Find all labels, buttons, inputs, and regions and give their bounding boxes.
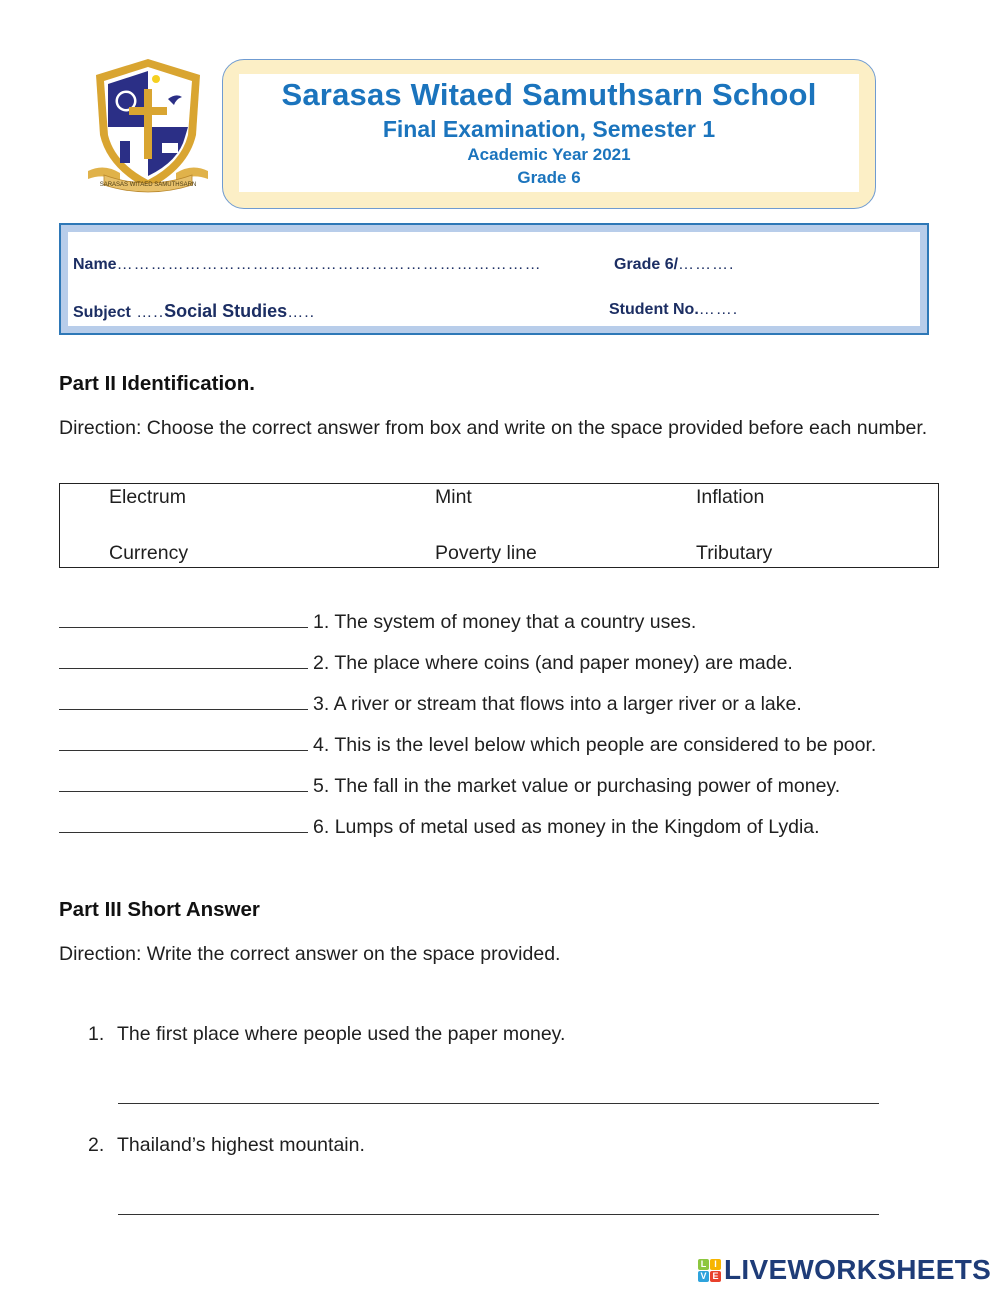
identification-question: 3. A river or stream that flows into a larger river or a lake. [59,692,802,716]
school-name: Sarasas Witaed Samuthsarn School [281,77,817,112]
short-answer-line[interactable] [118,1201,879,1215]
name-dots: ………………………………………………………………… [116,256,542,273]
word-bank-item: Poverty line [435,542,537,564]
class-field[interactable] [614,256,734,274]
live-tiles-icon: L I V E [698,1259,721,1282]
word-bank-box [59,483,939,568]
word-bank-item: Electrum [109,486,186,508]
identification-question: 1. The system of money that a country uses. [59,610,696,634]
answer-blank[interactable] [59,815,308,833]
academic-year: Academic Year 2021 [467,145,631,164]
school-crest-logo [84,57,212,197]
identification-question: 5. The fall in the market value or purchasing power of money. [59,774,840,798]
subject-field: Subject …..Social Studies….. [73,301,316,321]
student-no-dots: ……. [698,301,739,318]
name-label: Name [73,256,117,273]
subject-label: Subject [73,304,131,321]
word-bank-item: Tributary [696,542,773,564]
word-bank-item: Currency [109,542,189,564]
answer-blank[interactable] [59,733,308,751]
part2-direction: Direction: Choose the correct answer from box and write on the space provided before each number. [59,417,928,439]
answer-blank[interactable] [59,774,308,792]
liveworksheets-logo [698,1254,991,1286]
grade-label: Grade 6/ [614,256,679,273]
short-answer-question: 2. Thailand’s highest mountain. [88,1134,365,1156]
word-bank-item: Mint [435,486,472,508]
identification-question: 2. The place where coins (and paper money) are made. [59,651,793,675]
identification-question: 6. Lumps of metal used as money in the Kingdom of Lydia. [59,815,820,839]
word-bank-item: Inflation [696,486,765,508]
answer-blank[interactable] [59,651,308,669]
student-no-field[interactable] [609,301,738,319]
exam-title: Final Examination, Semester 1 [382,116,716,142]
part3-direction: Direction: Write the correct answer on the space provided. [59,943,561,965]
student-no-label: Student No. [609,301,699,318]
short-answer-question: 1. The first place where people used the paper money. [88,1023,566,1045]
svg-text:SARASAS WITAED SAMUTHSARN: SARASAS WITAED SAMUTHSARN [99,182,197,188]
part2-heading: Part II Identification. [59,372,255,395]
answer-blank[interactable] [59,610,308,628]
brand-name: LIVEWORKSHEETS [724,1254,992,1285]
grade-dots: ………. [678,256,735,273]
exam-title-box [222,59,876,209]
identification-question: 4. This is the level below which people are considered to be poor. [59,733,876,757]
short-answer-line[interactable] [118,1090,879,1104]
part3-heading: Part III Short Answer [59,898,260,921]
grade-level: Grade 6 [517,168,581,187]
answer-blank[interactable] [59,692,308,710]
student-info-box [59,223,929,335]
name-field[interactable] [73,256,542,274]
school-crest-icon [84,57,212,197]
subject-value: Social Studies [164,301,288,321]
